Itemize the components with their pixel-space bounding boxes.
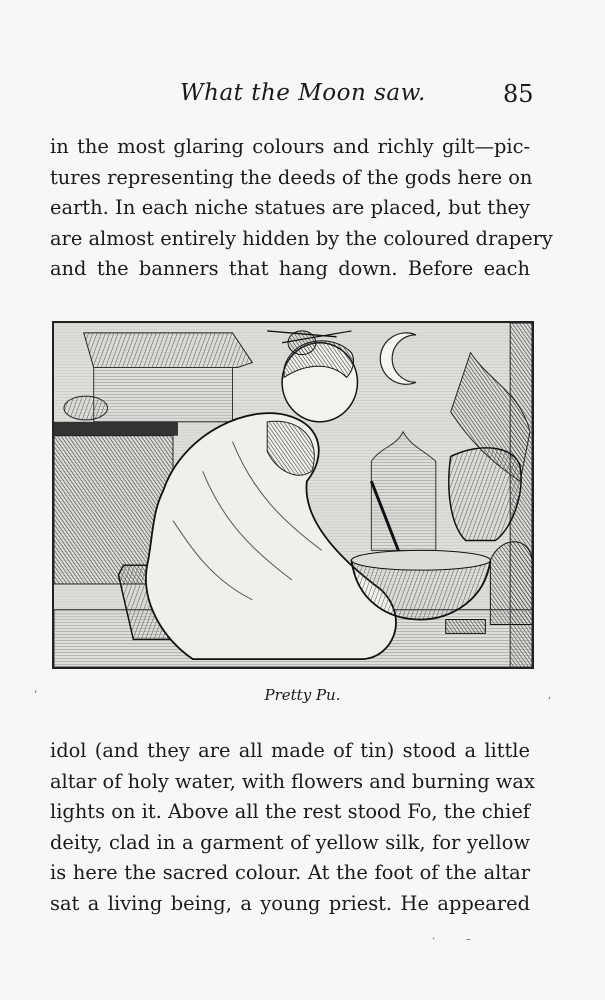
print-speck: ’	[34, 690, 38, 701]
page-number: 85	[503, 80, 534, 108]
print-speck: ·	[432, 934, 436, 945]
engraving-illustration	[52, 321, 534, 669]
body-text-bottom	[50, 736, 535, 920]
running-title: What the Moon saw.	[180, 80, 426, 106]
illustration-caption: Pretty Pu.	[264, 686, 341, 704]
print-speck: –	[466, 934, 471, 945]
text-line: and the banners that hang down. Before each	[50, 257, 530, 281]
print-speck: ,	[548, 690, 552, 701]
text-line: tures representing the deeds of the gods here on	[50, 165, 533, 189]
woman-at-bowl-engraving	[54, 323, 532, 667]
text-line: deity, clad in a garment of yellow silk, for yellow	[50, 830, 530, 854]
running-header	[0, 80, 605, 120]
text-line: sat a living being, a young priest. He appeared	[50, 891, 530, 915]
text-line: earth. In each niche statues are placed, but they	[50, 196, 530, 220]
body-text-top	[50, 132, 553, 285]
text-line: is here the sacred colour. At the foot of the altar	[50, 861, 530, 885]
text-line: idol (and they are all made of tin) stood a little	[50, 739, 530, 762]
text-line: are almost entirely hidden by the coloured drapery	[50, 226, 553, 250]
text-line: lights on it. Above all the rest stood Fo, the chief	[50, 800, 530, 824]
text-line: altar of holy water, with flowers and burning wax	[50, 769, 535, 793]
text-line: in the most glaring colours and richly gilt—pic-	[50, 135, 530, 158]
